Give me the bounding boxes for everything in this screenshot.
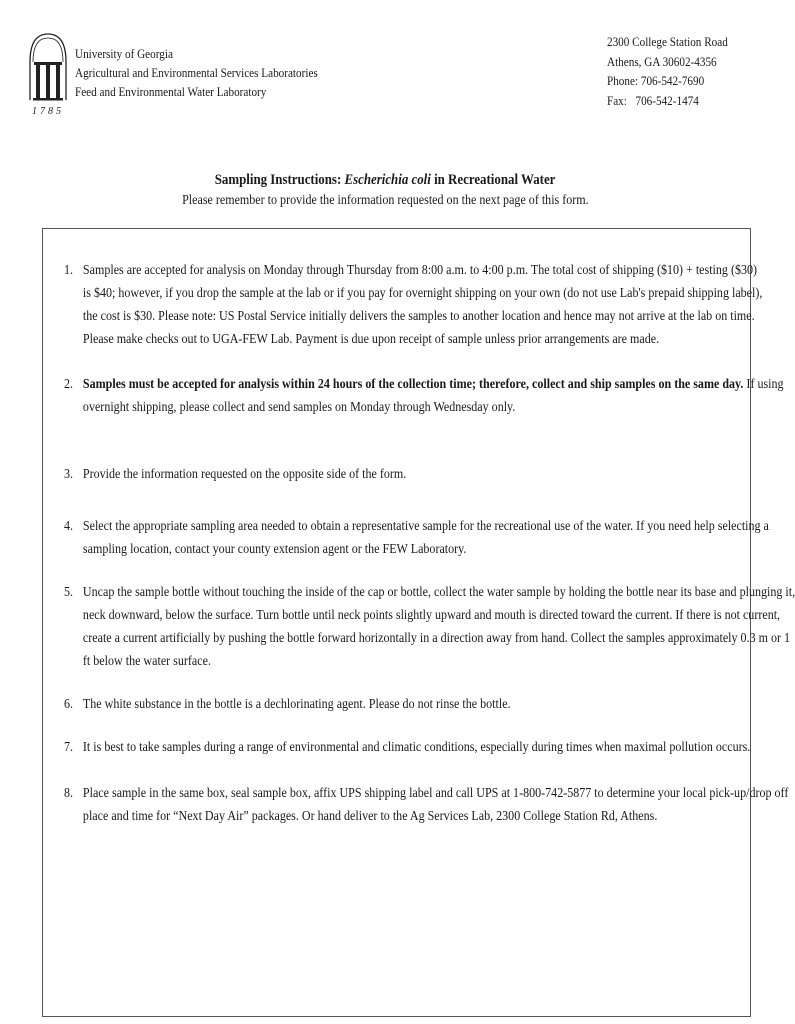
title-organism: Escherichia coli xyxy=(344,172,431,188)
item-line: create a current artificially by pushing the bottle forward horizontally in a direction away from hand. Collect the samples approximately 0.3 m or 1 xyxy=(82,631,791,646)
item-line xyxy=(64,373,784,396)
item-line: Uncap the sample bottle without touching the inside of the cap or bottle, collect the water sample by holding the bottle near its base and plunging it, xyxy=(82,585,795,600)
university-arch-logo xyxy=(26,28,70,120)
instruction-item-2 xyxy=(64,373,784,419)
address-street: 2300 College Station Road xyxy=(607,34,728,49)
instruction-item-6 xyxy=(64,693,735,716)
item-line: The white substance in the bottle is a dechlorinating agent. Please do not rinse the bottle. xyxy=(82,697,511,712)
phone-number: Phone: 706-542-7690 xyxy=(607,73,705,88)
item-number: 5. xyxy=(64,585,74,600)
item-number: 3. xyxy=(64,467,74,482)
item-line: ft below the water surface. xyxy=(82,654,211,669)
item-number: 2. xyxy=(64,377,74,392)
instruction-item-7 xyxy=(64,736,751,759)
item-line: Place sample in the same box, seal sample box, affix UPS shipping label and call UPS at 1-800-742-5877 to determine your local pick-up/drop off xyxy=(82,786,789,801)
org-university: University of Georgia xyxy=(75,46,173,61)
title-block xyxy=(0,170,770,212)
instruction-item-5 xyxy=(64,581,795,673)
item-line: overnight shipping, please collect and send samples on Monday through Wednesday only. xyxy=(82,400,516,415)
item-number: 8. xyxy=(64,786,74,801)
org-department: Agricultural and Environmental Services Laboratories xyxy=(75,65,318,80)
instruction-item-8 xyxy=(64,782,789,828)
title-suffix: in Recreational Water xyxy=(430,172,556,188)
instruction-item-3 xyxy=(64,463,735,486)
fax-line xyxy=(607,91,728,111)
page-subtitle: Please remember to provide the information requested on the next page of this form. xyxy=(181,193,589,208)
item-number: 4. xyxy=(64,519,74,534)
item-bold-text: Samples must be accepted for analysis within 24 hours of the collection time; therefore, collect and ship samples on the same day. xyxy=(82,377,744,392)
logo-year: 1785 xyxy=(32,106,64,117)
address-city: Athens, GA 30602-4356 xyxy=(607,53,717,69)
item-text: If using xyxy=(743,377,784,392)
address-block xyxy=(607,32,728,110)
item-line: Samples are accepted for analysis on Monday through Thursday from 8:00 a.m. to 4:00 p.m. The total cost of shipping ($10) + testing ($30) xyxy=(82,263,758,278)
item-number: 6. xyxy=(64,697,74,712)
instruction-item-4 xyxy=(64,515,769,561)
item-line: It is best to take samples during a range of environmental and climatic conditions, especially during times when maximal pollution occurs. xyxy=(82,740,751,755)
item-line: place and time for “Next Day Air” packages. Or hand deliver to the Ag Services Lab, 2300 College Station Rd, Athens. xyxy=(82,809,658,824)
item-line: Please make checks out to UGA-FEW Lab. Payment is due upon receipt of sample unless prior arrangements are made. xyxy=(82,332,660,347)
fax-number: 706-542-1474 xyxy=(635,92,699,108)
org-laboratory: Feed and Environmental Water Laboratory xyxy=(75,84,267,99)
instruction-item-1 xyxy=(64,259,763,351)
title-prefix: Sampling Instructions: xyxy=(214,172,345,188)
item-line: the cost is $30. Please note: US Postal Service initially delivers the samples to another location and hence may not arrive at the lab on time. xyxy=(82,309,755,324)
item-number: 1. xyxy=(64,263,74,278)
item-number: 7. xyxy=(64,740,74,755)
organization-block xyxy=(75,44,318,101)
item-line: is $40; however, if you drop the sample at the lab or if you pay for overnight shipping on your own (do not use Lab's prepaid shipping label), xyxy=(82,286,763,301)
page-title xyxy=(215,170,556,190)
item-line: Select the appropriate sampling area needed to obtain a representative sample for the recreational use of the water. If you need help selecting a xyxy=(82,519,769,534)
fax-label: Fax: xyxy=(607,92,627,108)
item-line: Provide the information requested on the opposite side of the form. xyxy=(82,467,407,482)
item-line: neck downward, below the surface. Turn bottle until neck points slightly upward and mouth is directed toward the current. If there is not current, xyxy=(82,608,781,623)
item-line: sampling location, contact your county extension agent or the FEW Laboratory. xyxy=(82,542,467,557)
